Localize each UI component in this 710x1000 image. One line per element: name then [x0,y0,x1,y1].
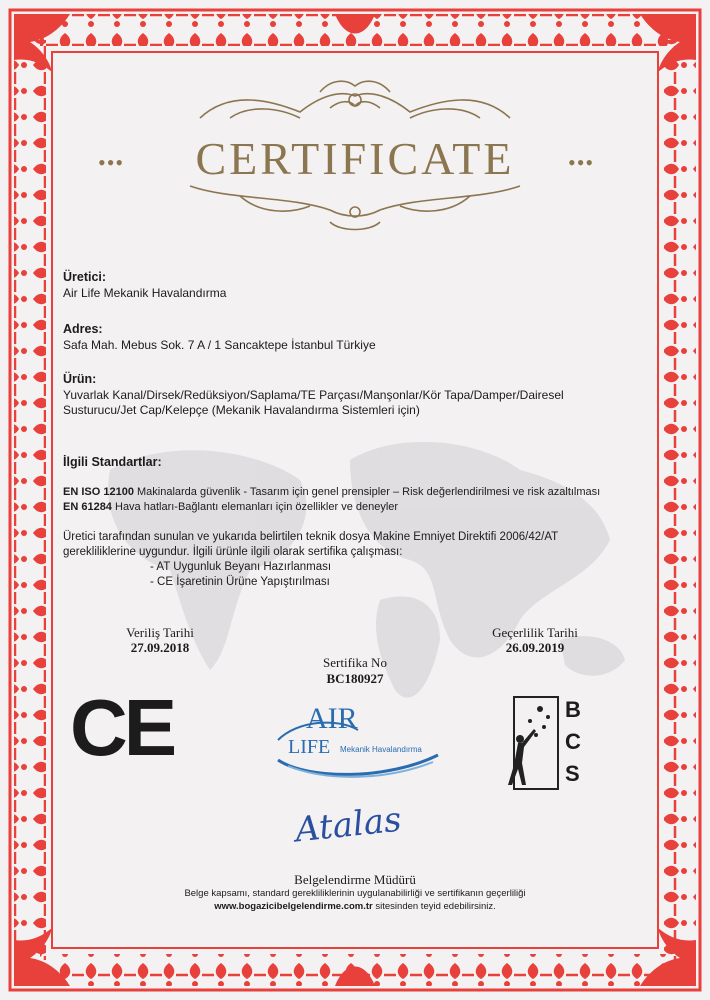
manufacturer-label: Üretici: [63,270,107,284]
airlife-sub-text: Mekanik Havalandırma [340,745,422,754]
statement-item: - AT Uygunluk Beyanı Hazırlanması [150,561,332,573]
footer-line-2 [0,901,710,912]
bcs-logo [500,695,590,795]
footer-line-2-text: sitesinden teyid edebilirsiniz. [372,901,496,912]
bcs-letter: S [565,761,580,786]
ce-mark: CE [70,683,174,772]
product-line-2: Susturucu/Jet Cap/Kelepçe (Mekanik Havalandırma Sistemleri için) [63,403,420,417]
standard-desc: Makinalarda güvenlik - Tasarım için genel prensipler – Risk değerlendirilmesi ve risk azaltılması [137,486,601,498]
standards-label: İlgili Standartlar: [63,455,162,469]
standard-desc: Hava hatları-Bağlantı elemanları için özellikler ve deneyler [115,501,399,513]
footer-link[interactable]: www.bogazicibelgelendirme.com.tr [214,901,373,912]
issue-date-label: Veriliş Tarihi [126,625,194,640]
issue-date-value: 27.09.2018 [130,640,190,655]
product-line-1: Yuvarlak Kanal/Dirsek/Redüksiyon/Saplama/TE Parçası/Manşonlar/Kör Tapa/Damper/Dairesel [63,388,564,402]
signer-title: Belgelendirme Müdürü [294,872,416,887]
signature: Atalas [293,799,404,851]
valid-date-label: Geçerlilik Tarihi [492,625,578,640]
statement-line-1: Üretici tarafından sunulan ve yukarıda belirtilen teknik dosya Makine Emniyet Direktifi 2006/42/AT [63,531,559,543]
certificate-title: CERTIFICATE [195,133,515,184]
standard-row [63,485,600,500]
standard-code: EN 61284 [63,501,112,513]
address-label: Adres: [63,322,103,336]
bcs-letter: B [565,697,581,722]
standard-row [63,500,398,515]
bcs-figure-icon [500,695,560,791]
airlife-life-text: LIFE [288,736,331,758]
title-dots-left: ••• [98,150,125,175]
manufacturer-value: Air Life Mekanik Havalandırma [63,286,227,300]
airlife-logo [268,700,448,780]
statement-item: - CE İşaretinin Ürüne Yapıştırılması [150,576,330,588]
title-dots-right: ••• [568,150,595,175]
address-value: Safa Mah. Mebus Sok. 7 A / 1 Sancaktepe İstanbul Türkiye [63,338,376,352]
valid-date-value: 26.09.2019 [505,640,565,655]
cert-no-label: Sertifika No [323,655,387,670]
cert-no-value: BC180927 [326,671,384,686]
airlife-air-text: AIR [306,702,358,735]
bcs-letter: C [565,729,581,754]
standard-code: EN ISO 12100 [63,486,134,498]
product-label: Ürün: [63,372,97,386]
statement-line-2: gerekliliklerine uygundur. İlgili ürünle ilgili olarak sertifika çalışması: [63,546,403,558]
footer-line-1: Belge kapsamı, standard gerekliliklerinin uygulanabilirliği ve sertifikanın geçerliliği [184,888,526,899]
